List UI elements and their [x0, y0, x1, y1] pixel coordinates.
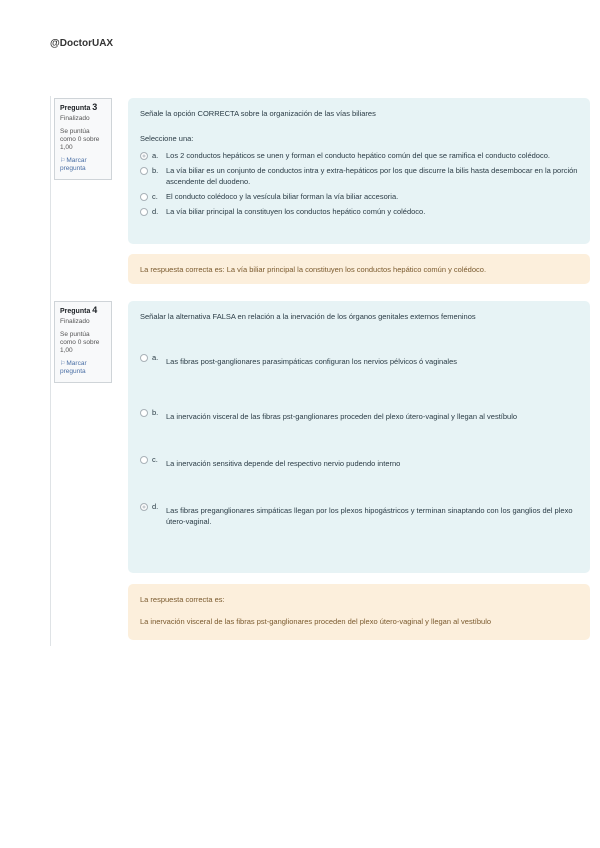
radio-b[interactable]	[140, 409, 148, 417]
option-letter: d.	[152, 207, 159, 216]
option-text: La vía biliar es un conjunto de conductos intra y extra-hepáticos por los que discurre la bilis hasta desembocar en la porción ascendente del duodeno.	[166, 166, 578, 186]
question-info-panel	[54, 98, 112, 180]
answer-option-a[interactable]	[140, 352, 580, 367]
question-number: Pregunta 3	[60, 102, 98, 112]
answer-option-a[interactable]	[140, 150, 580, 161]
flag-question-link[interactable]: ⚐Marcar pregunta	[60, 157, 87, 172]
correct-answer-label: La respuesta correcta es:	[140, 595, 225, 604]
answer-prompt: Seleccione una:	[140, 134, 194, 143]
correct-answer-text: La inervación visceral de las fibras pst-ganglionares proceden del plexo útero-vaginal y llegan al vestíbulo	[140, 617, 492, 626]
feedback-box	[128, 584, 590, 640]
option-letter: c.	[152, 192, 158, 201]
question-text-box	[128, 301, 590, 573]
option-letter: b.	[152, 166, 159, 175]
question-grade: Se puntúa como 0 sobre 1,00	[60, 331, 100, 354]
radio-b[interactable]	[140, 167, 148, 175]
radio-d[interactable]	[140, 503, 148, 511]
radio-a[interactable]	[140, 152, 148, 160]
answer-option-c[interactable]	[140, 191, 580, 202]
answer-option-d[interactable]	[140, 206, 580, 217]
question-text-box	[128, 98, 590, 244]
answer-option-b[interactable]	[140, 407, 580, 422]
option-letter: b.	[152, 408, 159, 417]
option-text: La vía biliar principal la constituyen los conductos hepático común y colédoco.	[166, 207, 426, 216]
question-grade: Se puntúa como 0 sobre 1,00	[60, 128, 100, 151]
question-info-panel	[54, 301, 112, 383]
correct-answer-text: La respuesta correcta es: La vía biliar principal la constituyen los conductos hepático común y colédoco.	[140, 265, 487, 274]
radio-a[interactable]	[140, 354, 148, 362]
feedback-box	[128, 254, 590, 284]
question-number: Pregunta 4	[60, 305, 98, 315]
radio-c[interactable]	[140, 193, 148, 201]
radio-c[interactable]	[140, 456, 148, 464]
option-text: Las fibras post-ganglionares parasimpáticas configuran los nervios pélvicos ó vaginales	[166, 357, 457, 366]
option-text: La inervación sensitiva depende del respectivo nervio pudendo interno	[166, 459, 401, 468]
answer-option-d[interactable]	[140, 501, 580, 527]
content-divider	[50, 96, 51, 646]
option-letter: d.	[152, 502, 159, 511]
option-text: La inervación visceral de las fibras pst-ganglionares proceden del plexo útero-vaginal y llegan al vestíbulo	[166, 412, 518, 421]
option-text: Los 2 conductos hepáticos se unen y forman el conducto hepático común del que se ramifica el conducto colédoco.	[166, 151, 550, 160]
option-letter: a.	[152, 151, 159, 160]
flag-icon: ⚐	[60, 361, 66, 367]
question-stem: Señale la opción CORRECTA sobre la organización de las vías biliares	[140, 109, 376, 118]
option-text: Las fibras preganglionares simpáticas llegan por los plexos hipogástricos y terminan sinaptando con los ganglios del plexo útero-vaginal.	[166, 506, 573, 526]
option-letter: a.	[152, 353, 159, 362]
flag-icon: ⚐	[60, 158, 66, 164]
question-stem: Señalar la alternativa FALSA en relación a la inervación de los órganos genitales externos femeninos	[140, 312, 476, 321]
answer-option-b[interactable]	[140, 165, 580, 187]
flag-question-link[interactable]: ⚐Marcar pregunta	[60, 360, 87, 375]
watermark: @DoctorUAX	[50, 38, 114, 49]
radio-d[interactable]	[140, 208, 148, 216]
option-letter: c.	[152, 455, 158, 464]
question-state: Finalizado	[60, 318, 90, 325]
question-state: Finalizado	[60, 115, 90, 122]
answer-option-c[interactable]	[140, 454, 580, 469]
option-text: El conducto colédoco y la vesícula biliar forman la vía biliar accesoria.	[166, 192, 399, 201]
